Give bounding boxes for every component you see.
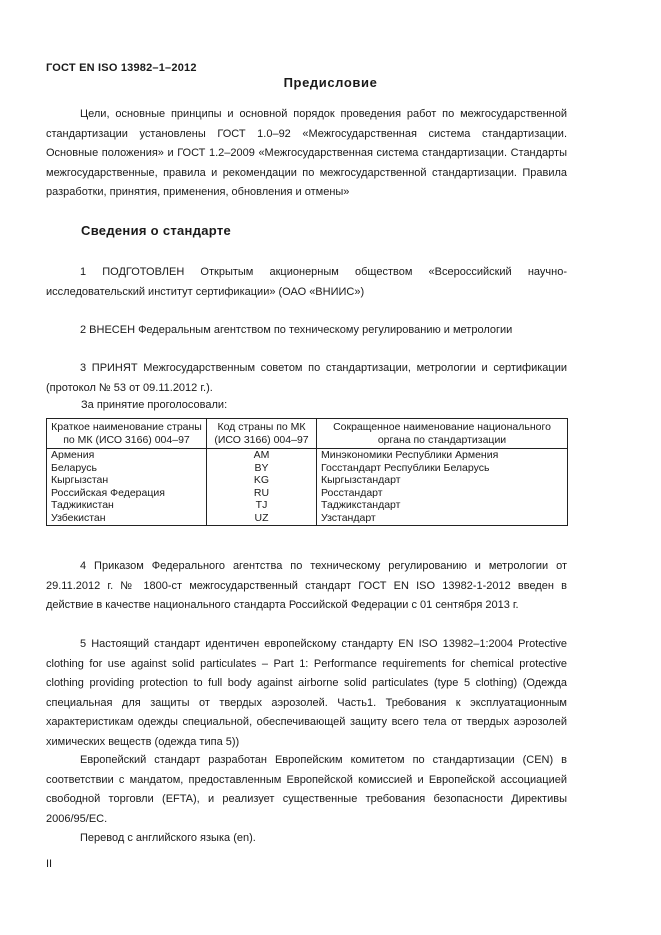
standards-body: Узстандарт bbox=[317, 512, 568, 525]
item-3-adopted: 3 ПРИНЯТ Межгосударственным советом по стандартизации, метрологии и сертификации (протокол № 53 от 09.11.2012 г.). bbox=[46, 362, 567, 394]
country-code: AM bbox=[207, 449, 317, 462]
standards-body: Минэкономики Республики Армения bbox=[317, 449, 568, 462]
country-name: Российская Федерация bbox=[47, 487, 207, 500]
country-code: RU bbox=[207, 487, 317, 500]
table-row bbox=[47, 462, 568, 475]
country-name: Армения bbox=[47, 449, 207, 462]
item-4-enacted: 4 Приказом Федерального агентства по техническому регулированию и метрологии от 29.11.2012 г. № 1800-ст межгосударственный стандарт ГОСТ EN ISO 13982-1-2012 введен в действие в качестве национального стандарта Российской Федерации с 01 сентября 2013 г. bbox=[46, 560, 567, 612]
preface-title: Предисловие bbox=[283, 75, 378, 90]
country-code: UZ bbox=[207, 512, 317, 525]
section-title: Сведения о стандарте bbox=[81, 223, 232, 238]
table-row bbox=[47, 512, 568, 525]
country-name: Беларусь bbox=[47, 462, 207, 475]
document-designation: ГОСТ EN ISO 13982–1–2012 bbox=[46, 62, 197, 74]
item-1-prepared: 1 ПОДГОТОВЛЕН Открытым акционерным обществом «Всероссийский научно-исследовательский институт сертификации» (ОАО «ВНИИС») bbox=[46, 266, 567, 298]
voting-countries-table bbox=[46, 418, 568, 526]
item-2-introduced: 2 ВНЕСЕН Федеральным агентством по техническому регулированию и метрологии bbox=[80, 324, 513, 336]
header-country-code: Код страны по МК (ИСО 3166) 004–97 bbox=[207, 419, 317, 449]
table-row bbox=[47, 449, 568, 462]
item-5-identical: 5 Настоящий стандарт идентичен европейскому стандарту EN ISO 13982–1:2004 Protective clothing for use against solid particulates – Part 1: Performance requirements for chemical protective clothing providing protection to full body against airborne solid particulates (type 5 clothing) (Одежда специальная для защиты от твердых аэрозолей. Часть1. Требования к эксплуатационным характеристикам одежды специальной, обеспечивающей защиту всего тела от твердых аэрозолей химических веществ (одежда типа 5)) bbox=[46, 638, 567, 748]
item-5-translation: Перевод с английского языка (en). bbox=[80, 832, 256, 844]
country-code: BY bbox=[207, 462, 317, 475]
country-name: Таджикистан bbox=[47, 499, 207, 512]
page-number: II bbox=[46, 858, 53, 870]
header-standards-body: Сокращенное наименование национального органа по стандартизации bbox=[317, 419, 568, 449]
table-row bbox=[47, 499, 568, 512]
item-5-cen-note: Европейский стандарт разработан Европейским комитетом по стандартизации (CEN) в соответствии с мандатом, предоставленным Европейской комиссией и Европейской ассоциацией свободной торговли (EFTA), и реализует существенные требования безопасности Директивы 2006/95/EC. bbox=[46, 754, 567, 825]
country-name: Узбекистан bbox=[47, 512, 207, 525]
country-code: KG bbox=[207, 474, 317, 487]
header-country-name: Краткое наименование страны по МК (ИСО 3166) 004–97 bbox=[47, 419, 207, 449]
voted-label: За принятие проголосовали: bbox=[81, 399, 228, 411]
standards-body: Таджикстандарт bbox=[317, 499, 568, 512]
standards-body: Госстандарт Республики Беларусь bbox=[317, 462, 568, 475]
table-header-row bbox=[47, 419, 568, 449]
country-code: TJ bbox=[207, 499, 317, 512]
country-name: Кыргызстан bbox=[47, 474, 207, 487]
table-row bbox=[47, 487, 568, 500]
standards-body: Росстандарт bbox=[317, 487, 568, 500]
table-row bbox=[47, 474, 568, 487]
standards-body: Кыргызстандарт bbox=[317, 474, 568, 487]
preface-text: Цели, основные принципы и основной порядок проведения работ по межгосударственной стандартизации установлены ГОСТ 1.0–92 «Межгосударственная система стандартизации. Основные положения» и ГОСТ 1.2–2009 «Межгосударственная система стандартизации. Стандарты межгосударственные, правила и рекомендации по межгосударственной стандартизации. Правила разработки, принятия, применения, обновления и отмены» bbox=[46, 108, 567, 199]
